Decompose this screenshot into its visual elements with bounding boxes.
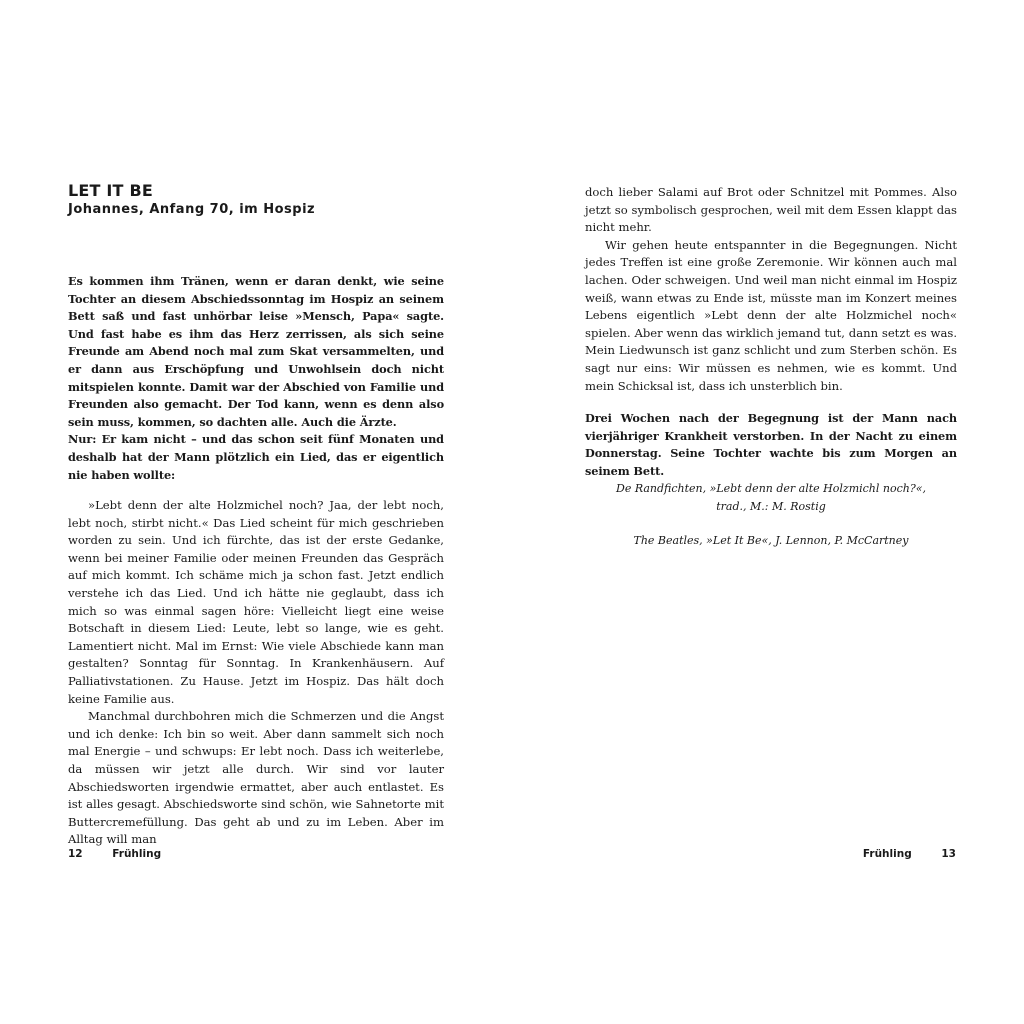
chapter-subtitle: Johannes, Anfang 70, im Hospiz (68, 202, 316, 217)
intro-text (68, 273, 444, 484)
song-credit (585, 480, 957, 515)
intro-paragraph: Es kommen ihm Tränen, wenn er daran denkt, wie seine Tochter an diesem Abschiedssonntag im Hospiz an seinem Bett saß und fast unhörbar leise »Mensch, Papa« sagte. Und fast habe es ihm das Herz zerrissen, als sich seine Freunde am Abend noch mal zum Skat versammelten, und er dann aus Erschöpfung und Unwohlsein doch nicht mitspielen konnte. Damit war der Abschied von Familie und Freunden also gemacht. Der Tod kann, wenn es denn also sein muss, kommen, so dachten alle. Auch die Ärzte. (68, 274, 444, 429)
chapter-title: LET IT BE (68, 181, 153, 200)
body-paragraph: Wir gehen heute entspannter in die Begegnungen. Nicht jedes Treffen ist eine große Zeremonie. Wir können auch mal lachen. Oder schweigen. Und weil man nicht einmal im Hospiz weiß, wann etwas zu Ende ist, müsste man im Konzert meines Lebens eigentlich »Lebt denn der alte Holzmichel noch« spielen. Aber wenn das wirklich jemand tut, dann setzt es was. Mein Liedwunsch ist ganz schlicht und zum Sterben schön. Es sagt nur eins: Wir müssen es nehmen, wie es kommt. Und mein Schicksal ist, dass ich unsterblich bin. (585, 237, 957, 393)
body-paragraph: Manchmal durchbohren mich die Schmerzen und die Angst und ich denke: Ich bin so weit. Aber dann sammelt sich noch mal Energie – und schwups: Er lebt noch. Dass ich weiterlebe, da müssen wir jetzt alle durch. Wir sind vor lauter Abschiedsworten irgendwie ermattet, aber auch entlastet. Es ist alles gesagt. Abschiedsworte sind schön, wie Sahnetorte mit Buttercremefüllung. Das geht ab und zu im Leben. Aber im Alltag will man (68, 709, 444, 847)
body-paragraph: »Lebt denn der alte Holzmichel noch? Jaa, der lebt noch, lebt noch, stirbt nicht.« Das Lied scheint für mich geschrieben worden zu sein. Und ich fürchte, das ist der erste Gedanke, wenn bei meiner Familie oder meinen Freunden das Gespräch auf mich kommt. Ich schäme mich ja schon fast. Jetzt endlich verstehe ich das Lied. Und ich hätte nie geglaubt, dass ich mich so was einmal sagen höre: Vielleicht liegt eine weise Botschaft in diesem Lied: Leute, lebt so lange, wie es geht. Lamentiert nicht. Mal im Ernst: Wie viele Abschiede kann man gestalten? Sonntag für Sonntag. In Krankenhäusern. Auf Palliativstationen. Zu Hause. Jetzt im Hospiz. Das hält doch keine Familie aus. (68, 498, 444, 706)
intro-paragraph: Nur: Er kam nicht – und das schon seit fünf Monaten und deshalb hat der Mann plötzlich ein Lied, das er eigentlich nie haben wollte: (68, 432, 444, 482)
song-credit-line: De Randfichten, »Lebt denn der alte Holzmichl noch?«, (616, 482, 926, 495)
right-page (512, 0, 1024, 1024)
page-number: 12 (68, 848, 83, 860)
song-credit-line: The Beatles, »Let It Be«, J. Lennon, P. McCartney (633, 534, 909, 547)
body-paragraph: doch lieber Salami auf Brot oder Schnitzel mit Pommes. Also jetzt so symbolisch gesprochen, weil mit dem Essen klappt das nicht mehr. (585, 185, 957, 235)
page-number: 13 (941, 848, 956, 860)
outro-paragraph: Drei Wochen nach der Begegnung ist der Mann nach vierjähriger Krankheit verstorben. In der Nacht zu einem Donnerstag. Seine Tochter wachte bis zum Morgen an seinem Bett. (585, 411, 957, 478)
body-text-right (585, 184, 957, 395)
page-footer-left (68, 848, 161, 860)
page-footer-right (863, 848, 956, 860)
body-text-left (68, 497, 444, 849)
song-credit-line: trad., M.: M. Rostig (716, 499, 826, 513)
section-name: Frühling (112, 848, 162, 860)
section-name: Frühling (862, 848, 912, 860)
song-credit (585, 532, 957, 550)
outro-text (585, 410, 957, 480)
